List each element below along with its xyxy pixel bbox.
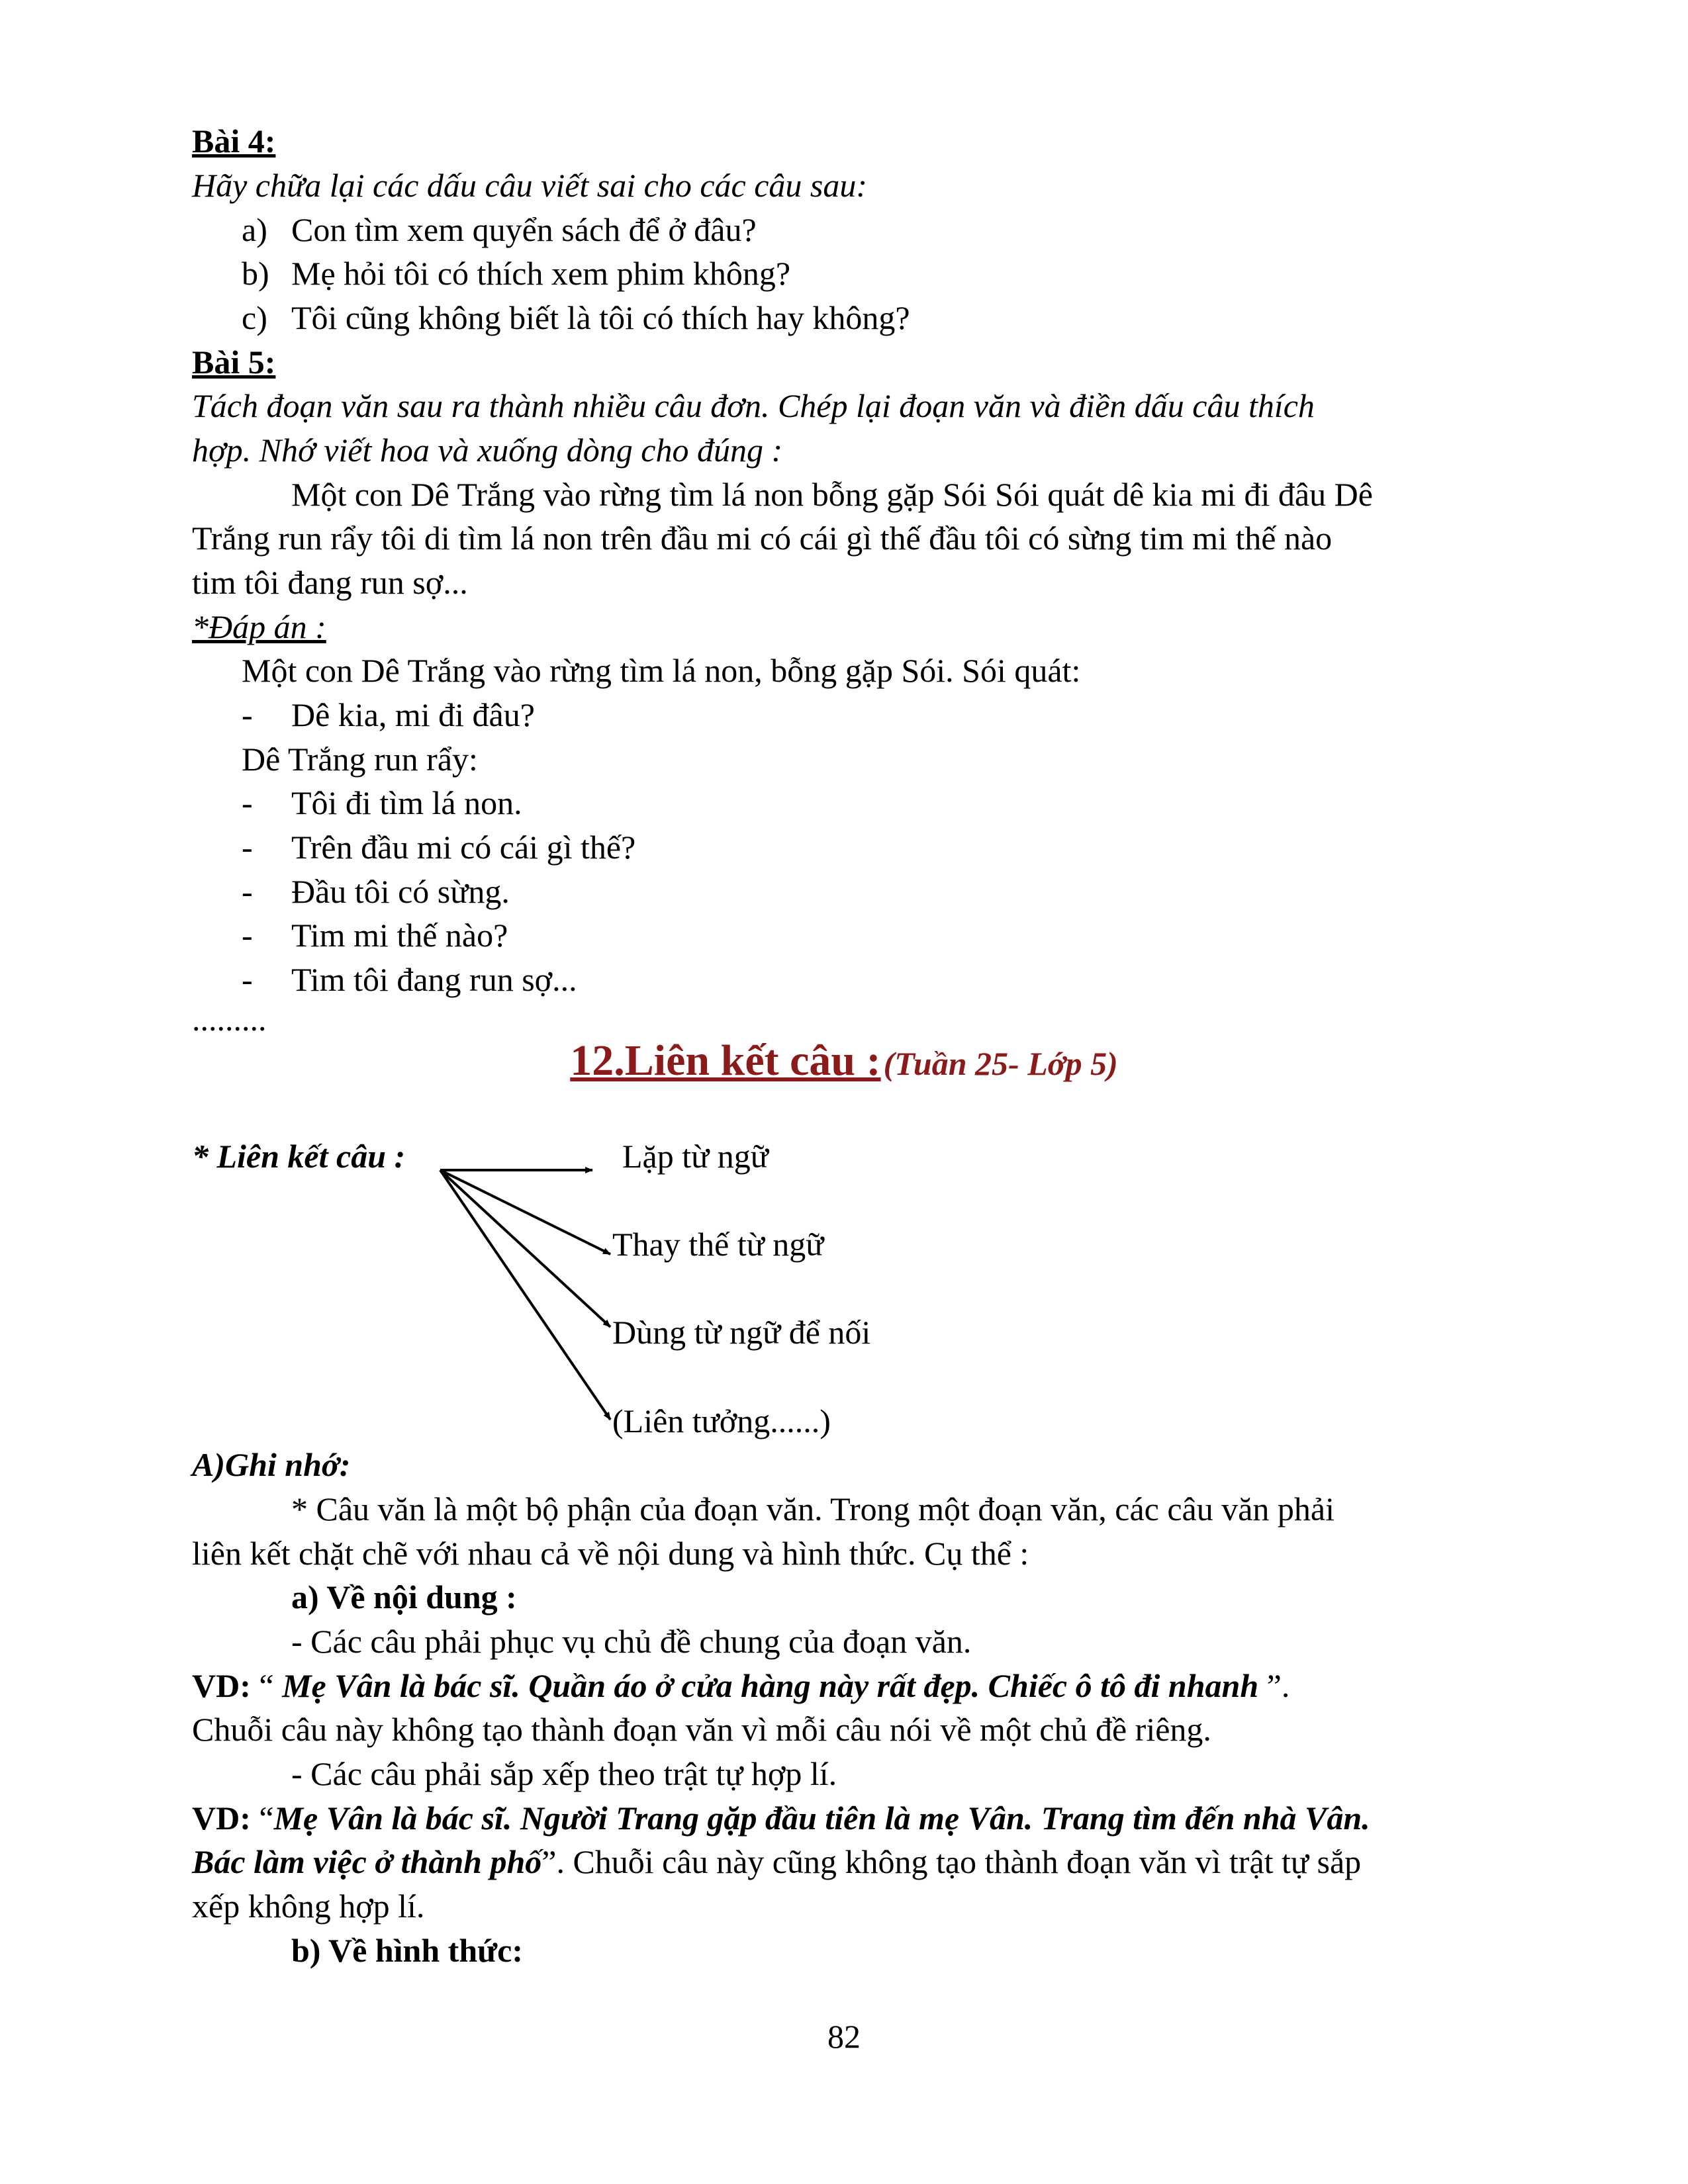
vd-label: VD: [192, 1667, 251, 1704]
section-subtitle: (Tuần 25- Lớp 5) [883, 1045, 1118, 1082]
example-one-explanation: Chuỗi câu này không tạo thành đoạn văn vì mỗi câu nói về một chủ đề riêng. [192, 1711, 1211, 1748]
bai5-instruction-line1: Tách đoạn văn sau ra thành nhiều câu đơn. Chép lại đoạn văn và điền dấu câu thích [192, 387, 1315, 424]
bai5-passage-line3: tim tôi đang run sợ... [192, 564, 468, 601]
dialogue-line: Dê kia, mi đi đâu? [291, 696, 535, 733]
answer-intro: Một con Dê Trắng vào rừng tìm lá non, bỗng gặp Sói. Sói quát: [242, 652, 1081, 689]
diagram-branch-dung-tu-ngu: Dùng từ ngữ để nối [612, 1314, 871, 1351]
dialogue-line: Tim tôi đang run sợ... [291, 961, 577, 998]
diagram-root-label: * Liên kết câu : [192, 1138, 406, 1175]
arrow-to-dung-tu-ngu [440, 1170, 610, 1327]
dialogue-line: Tim mi thế nào? [291, 917, 508, 954]
bai5-title: Bài 5: [192, 343, 276, 381]
example-two-explanation-end: xếp không hợp lí. [192, 1888, 425, 1925]
example-two-text-end: Bác làm việc ở thành phố [192, 1843, 542, 1880]
dialogue-line: Trên đầu mi có cái gì thế? [291, 829, 636, 866]
example-one-text: Mẹ Vân là bác sĩ. Quần áo ở cửa hàng này rất đẹp. Chiếc ô tô đi nhanh [282, 1667, 1259, 1704]
noi-dung-title: a) Về nội dung : [291, 1578, 517, 1615]
example-two-line2 [192, 1842, 1361, 1882]
rule-one: - Các câu phải phục vụ chủ đề chung của đoạn văn. [291, 1623, 972, 1660]
dialogue-dash: - [242, 696, 253, 733]
bai4-item-a: Con tìm xem quyển sách để ở đâu? [291, 211, 757, 248]
hinh-thuc-title: b) Về hình thức: [291, 1932, 523, 1969]
bai5-passage-line1: Một con Dê Trắng vào rừng tìm lá non bỗng gặp Sói Sói quát dê kia mi đi đâu Dê [291, 476, 1373, 513]
bai5-instruction-line2: hợp. Nhớ viết hoa và xuống dòng cho đúng : [192, 432, 783, 469]
arrow-to-lien-tuong [440, 1170, 610, 1420]
quote-close: ”. [1258, 1667, 1290, 1704]
ghi-nho-intro-line1: * Câu văn là một bộ phận của đoạn văn. Trong một đoạn văn, các câu văn phải [291, 1490, 1335, 1527]
page-number: 82 [827, 2018, 861, 2055]
answer-narration: Dê Trắng run rẩy: [242, 741, 478, 778]
dialogue-dash: - [242, 784, 253, 821]
dialogue-line: Đầu tôi có sừng. [291, 873, 510, 910]
vd-label: VD: [192, 1799, 251, 1837]
quote-open: “ [250, 1667, 283, 1704]
example-two-explanation: ”. Chuỗi câu này cũng không tạo thành đoạn văn vì trật tự sắp [541, 1843, 1362, 1880]
bai4-item-c: Tôi cũng không biết là tôi có thích hay không? [291, 299, 910, 336]
bai4-item-b-label: b) [242, 255, 269, 292]
dialogue-dash: - [242, 829, 253, 866]
bai4-instruction: Hãy chữa lại các dấu câu viết sai cho các câu sau: [192, 167, 868, 204]
arrow-to-thay-the [440, 1170, 610, 1254]
bai4-title: Bài 4: [192, 122, 276, 159]
bai5-passage-line2: Trắng run rẩy tôi di tìm lá non trên đầu mi có cái gì thế đầu tôi có sừng tim mi thế nào [192, 520, 1333, 557]
diagram-branch-lap-tu-ngu: Lặp từ ngữ [622, 1138, 769, 1175]
example-two-line1 [192, 1798, 1370, 1838]
ghi-nho-title: A)Ghi nhớ: [192, 1446, 351, 1483]
dialogue-line: Tôi đi tìm lá non. [291, 784, 522, 821]
dialogue-dash: - [242, 873, 253, 910]
rule-two: - Các câu phải sắp xếp theo trật tự hợp lí. [291, 1755, 837, 1792]
example-one [192, 1666, 1289, 1706]
bai4-item-b: Mẹ hỏi tôi có thích xem phim không? [291, 255, 791, 292]
ellipsis: ......... [192, 1001, 267, 1038]
ghi-nho-intro-line2: liên kết chặt chẽ với nhau cả về nội dung và hình thức. Cụ thể : [192, 1535, 1029, 1572]
section-title: 12.Liên kết câu : [570, 1036, 881, 1085]
diagram-branch-thay-the: Thay thế từ ngữ [612, 1226, 824, 1263]
quote-open: “ [250, 1799, 274, 1837]
answer-label: *Đáp án : [192, 608, 326, 645]
bai4-item-a-label: a) [242, 211, 267, 248]
dialogue-dash: - [242, 917, 253, 954]
example-two-text: Mẹ Vân là bác sĩ. Người Trang gặp đầu tiên là mẹ Vân. Trang tìm đến nhà Vân. [273, 1799, 1370, 1837]
dialogue-dash: - [242, 961, 253, 998]
bai4-item-c-label: c) [242, 299, 267, 336]
diagram-branch-lien-tuong: (Liên tưởng......) [612, 1402, 831, 1439]
